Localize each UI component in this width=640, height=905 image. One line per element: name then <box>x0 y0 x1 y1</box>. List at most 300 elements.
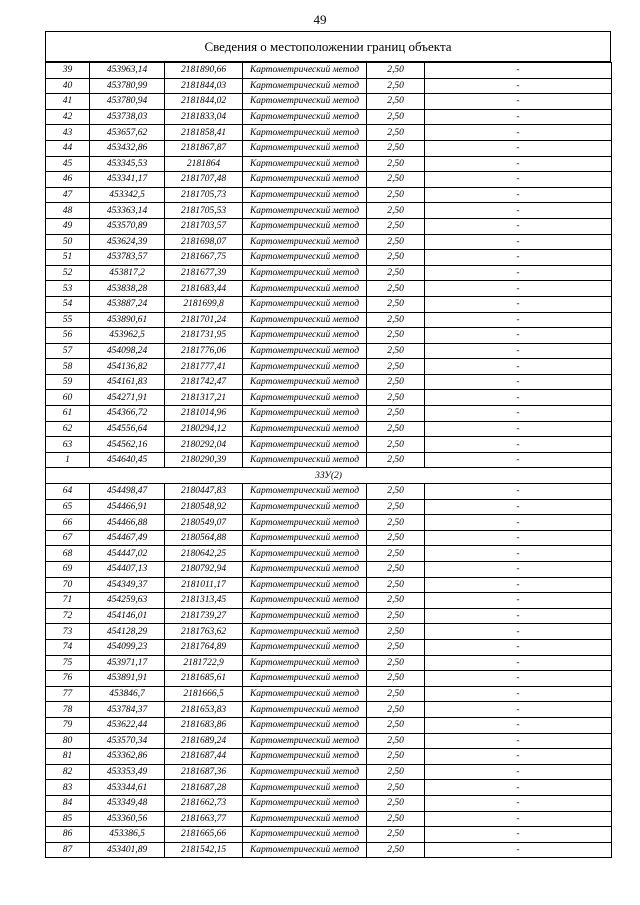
x-coordinate-cell: 453738,03 <box>90 109 165 125</box>
point-number-cell: 45 <box>46 156 90 172</box>
x-coordinate-cell: 454349,37 <box>90 577 165 593</box>
description-cell: - <box>425 63 612 79</box>
description-cell: - <box>425 764 612 780</box>
accuracy-cell: 2,50 <box>367 484 425 500</box>
point-number-cell: 85 <box>46 811 90 827</box>
point-number-cell: 43 <box>46 125 90 141</box>
point-number-cell: 78 <box>46 702 90 718</box>
method-cell: Картометрический метод <box>243 499 367 515</box>
point-number-cell: 47 <box>46 187 90 203</box>
method-cell: Картометрический метод <box>243 203 367 219</box>
point-number-cell: 79 <box>46 717 90 733</box>
method-cell: Картометрический метод <box>243 795 367 811</box>
description-cell: - <box>425 842 612 858</box>
accuracy-cell: 2,50 <box>367 187 425 203</box>
y-coordinate-cell: 2181663,77 <box>165 811 243 827</box>
description-cell: - <box>425 686 612 702</box>
y-coordinate-cell: 2181687,44 <box>165 749 243 765</box>
x-coordinate-cell: 453570,89 <box>90 218 165 234</box>
x-coordinate-cell: 453401,89 <box>90 842 165 858</box>
point-number-cell: 66 <box>46 515 90 531</box>
method-cell: Картометрический метод <box>243 608 367 624</box>
method-cell: Картометрический метод <box>243 811 367 827</box>
accuracy-cell: 2,50 <box>367 733 425 749</box>
y-coordinate-cell: 2181683,44 <box>165 281 243 297</box>
point-number-cell: 87 <box>46 842 90 858</box>
method-cell: Картометрический метод <box>243 717 367 733</box>
description-cell: - <box>425 281 612 297</box>
table-row <box>46 234 612 250</box>
description-cell: - <box>425 374 612 390</box>
description-cell: - <box>425 312 612 328</box>
description-cell: - <box>425 296 612 312</box>
accuracy-cell: 2,50 <box>367 359 425 375</box>
point-number-cell: 1 <box>46 452 90 468</box>
y-coordinate-cell: 2181698,07 <box>165 234 243 250</box>
accuracy-cell: 2,50 <box>367 390 425 406</box>
y-coordinate-cell: 2181011,17 <box>165 577 243 593</box>
method-cell: Картометрический метод <box>243 406 367 422</box>
x-coordinate-cell: 453887,24 <box>90 296 165 312</box>
description-cell: - <box>425 515 612 531</box>
table-row <box>46 577 612 593</box>
y-coordinate-cell: 2181833,04 <box>165 109 243 125</box>
description-cell: - <box>425 827 612 843</box>
section-label: 3ЗУ(2) <box>46 468 612 484</box>
method-cell: Картометрический метод <box>243 827 367 843</box>
table-row <box>46 250 612 266</box>
accuracy-cell: 2,50 <box>367 234 425 250</box>
table-row <box>46 421 612 437</box>
method-cell: Картометрический метод <box>243 312 367 328</box>
method-cell: Картометрический метод <box>243 452 367 468</box>
point-number-cell: 69 <box>46 562 90 578</box>
point-number-cell: 61 <box>46 406 90 422</box>
table-row <box>46 94 612 110</box>
description-cell: - <box>425 671 612 687</box>
x-coordinate-cell: 453432,86 <box>90 140 165 156</box>
accuracy-cell: 2,50 <box>367 702 425 718</box>
point-number-cell: 44 <box>46 140 90 156</box>
x-coordinate-cell: 454562,16 <box>90 437 165 453</box>
section-header-title: Сведения о местоположении границ объекта <box>45 31 611 62</box>
method-cell: Картометрический метод <box>243 484 367 500</box>
table-row <box>46 437 612 453</box>
description-cell: - <box>425 359 612 375</box>
point-number-cell: 74 <box>46 639 90 655</box>
method-cell: Картометрический метод <box>243 156 367 172</box>
y-coordinate-cell: 2180292,04 <box>165 437 243 453</box>
description-cell: - <box>425 218 612 234</box>
point-number-cell: 60 <box>46 390 90 406</box>
y-coordinate-cell: 2181890,66 <box>165 63 243 79</box>
point-number-cell: 64 <box>46 484 90 500</box>
description-cell: - <box>425 187 612 203</box>
description-cell: - <box>425 499 612 515</box>
point-number-cell: 76 <box>46 671 90 687</box>
x-coordinate-cell: 453890,61 <box>90 312 165 328</box>
method-cell: Картометрический метод <box>243 733 367 749</box>
accuracy-cell: 2,50 <box>367 842 425 858</box>
method-cell: Картометрический метод <box>243 78 367 94</box>
description-cell: - <box>425 328 612 344</box>
x-coordinate-cell: 454161,83 <box>90 374 165 390</box>
method-cell: Картометрический метод <box>243 671 367 687</box>
accuracy-cell: 2,50 <box>367 296 425 312</box>
table-row <box>46 156 612 172</box>
description-cell: - <box>425 749 612 765</box>
method-cell: Картометрический метод <box>243 686 367 702</box>
point-number-cell: 81 <box>46 749 90 765</box>
accuracy-cell: 2,50 <box>367 811 425 827</box>
x-coordinate-cell: 454099,23 <box>90 639 165 655</box>
accuracy-cell: 2,50 <box>367 749 425 765</box>
x-coordinate-cell: 453344,61 <box>90 780 165 796</box>
method-cell: Картометрический метод <box>243 624 367 640</box>
description-cell: - <box>425 577 612 593</box>
point-number-cell: 82 <box>46 764 90 780</box>
x-coordinate-cell: 453363,14 <box>90 203 165 219</box>
description-cell: - <box>425 562 612 578</box>
accuracy-cell: 2,50 <box>367 203 425 219</box>
y-coordinate-cell: 2181742,47 <box>165 374 243 390</box>
table-row <box>46 608 612 624</box>
description-cell: - <box>425 78 612 94</box>
description-cell: - <box>425 702 612 718</box>
table-row <box>46 265 612 281</box>
description-cell: - <box>425 780 612 796</box>
y-coordinate-cell: 2181701,24 <box>165 312 243 328</box>
method-cell: Картометрический метод <box>243 515 367 531</box>
method-cell: Картометрический метод <box>243 437 367 453</box>
table-row <box>46 795 612 811</box>
point-number-cell: 75 <box>46 655 90 671</box>
table-row <box>46 63 612 79</box>
description-cell: - <box>425 140 612 156</box>
point-number-cell: 68 <box>46 546 90 562</box>
x-coordinate-cell: 454467,49 <box>90 530 165 546</box>
point-number-cell: 65 <box>46 499 90 515</box>
description-cell: - <box>425 94 612 110</box>
y-coordinate-cell: 2181542,15 <box>165 842 243 858</box>
accuracy-cell: 2,50 <box>367 281 425 297</box>
point-number-cell: 46 <box>46 172 90 188</box>
table-row <box>46 187 612 203</box>
description-cell: - <box>425 484 612 500</box>
method-cell: Картометрический метод <box>243 218 367 234</box>
table-row <box>46 296 612 312</box>
point-number-cell: 55 <box>46 312 90 328</box>
y-coordinate-cell: 2181864 <box>165 156 243 172</box>
x-coordinate-cell: 454556,64 <box>90 421 165 437</box>
x-coordinate-cell: 453963,14 <box>90 63 165 79</box>
table-row <box>46 842 612 858</box>
description-cell: - <box>425 608 612 624</box>
x-coordinate-cell: 453360,56 <box>90 811 165 827</box>
accuracy-cell: 2,50 <box>367 437 425 453</box>
table-row <box>46 702 612 718</box>
point-number-cell: 52 <box>46 265 90 281</box>
description-cell: - <box>425 265 612 281</box>
accuracy-cell: 2,50 <box>367 328 425 344</box>
description-cell: - <box>425 203 612 219</box>
table-row <box>46 452 612 468</box>
accuracy-cell: 2,50 <box>367 577 425 593</box>
accuracy-cell: 2,50 <box>367 717 425 733</box>
y-coordinate-cell: 2181844,02 <box>165 94 243 110</box>
accuracy-cell: 2,50 <box>367 780 425 796</box>
x-coordinate-cell: 453780,94 <box>90 94 165 110</box>
point-number-cell: 77 <box>46 686 90 702</box>
method-cell: Картометрический метод <box>243 172 367 188</box>
x-coordinate-cell: 453838,28 <box>90 281 165 297</box>
x-coordinate-cell: 453780,99 <box>90 78 165 94</box>
description-cell: - <box>425 406 612 422</box>
method-cell: Картометрический метод <box>243 639 367 655</box>
boundary-coordinates-table <box>45 62 612 858</box>
method-cell: Картометрический метод <box>243 842 367 858</box>
accuracy-cell: 2,50 <box>367 562 425 578</box>
y-coordinate-cell: 2181722,9 <box>165 655 243 671</box>
y-coordinate-cell: 2181764,89 <box>165 639 243 655</box>
method-cell: Картометрический метод <box>243 593 367 609</box>
x-coordinate-cell: 453386,5 <box>90 827 165 843</box>
point-number-cell: 63 <box>46 437 90 453</box>
y-coordinate-cell: 2180294,12 <box>165 421 243 437</box>
table-row <box>46 484 612 500</box>
description-cell: - <box>425 390 612 406</box>
table-row <box>46 172 612 188</box>
y-coordinate-cell: 2181844,03 <box>165 78 243 94</box>
table-row <box>46 78 612 94</box>
y-coordinate-cell: 2181776,06 <box>165 343 243 359</box>
method-cell: Картометрический метод <box>243 530 367 546</box>
accuracy-cell: 2,50 <box>367 343 425 359</box>
description-cell: - <box>425 343 612 359</box>
point-number-cell: 56 <box>46 328 90 344</box>
accuracy-cell: 2,50 <box>367 421 425 437</box>
description-cell: - <box>425 795 612 811</box>
y-coordinate-cell: 2180792,94 <box>165 562 243 578</box>
description-cell: - <box>425 250 612 266</box>
point-number-cell: 70 <box>46 577 90 593</box>
point-number-cell: 51 <box>46 250 90 266</box>
method-cell: Картометрический метод <box>243 265 367 281</box>
y-coordinate-cell: 2181703,57 <box>165 218 243 234</box>
x-coordinate-cell: 453353,49 <box>90 764 165 780</box>
table-row <box>46 655 612 671</box>
accuracy-cell: 2,50 <box>367 94 425 110</box>
table-row <box>46 780 612 796</box>
method-cell: Картометрический метод <box>243 343 367 359</box>
x-coordinate-cell: 453345,53 <box>90 156 165 172</box>
table-row <box>46 515 612 531</box>
description-cell: - <box>425 546 612 562</box>
description-cell: - <box>425 109 612 125</box>
section-row <box>46 468 612 484</box>
method-cell: Картометрический метод <box>243 421 367 437</box>
y-coordinate-cell: 2181665,66 <box>165 827 243 843</box>
y-coordinate-cell: 2180642,25 <box>165 546 243 562</box>
description-cell: - <box>425 811 612 827</box>
method-cell: Картометрический метод <box>243 94 367 110</box>
y-coordinate-cell: 2181687,28 <box>165 780 243 796</box>
table-row <box>46 717 612 733</box>
point-number-cell: 42 <box>46 109 90 125</box>
point-number-cell: 48 <box>46 203 90 219</box>
x-coordinate-cell: 453349,48 <box>90 795 165 811</box>
description-cell: - <box>425 234 612 250</box>
x-coordinate-cell: 454407,13 <box>90 562 165 578</box>
point-number-cell: 59 <box>46 374 90 390</box>
accuracy-cell: 2,50 <box>367 125 425 141</box>
table-row <box>46 312 612 328</box>
method-cell: Картометрический метод <box>243 234 367 250</box>
method-cell: Картометрический метод <box>243 359 367 375</box>
method-cell: Картометрический метод <box>243 63 367 79</box>
accuracy-cell: 2,50 <box>367 78 425 94</box>
point-number-cell: 39 <box>46 63 90 79</box>
y-coordinate-cell: 2181739,27 <box>165 608 243 624</box>
table-row <box>46 109 612 125</box>
y-coordinate-cell: 2181313,45 <box>165 593 243 609</box>
y-coordinate-cell: 2181014,96 <box>165 406 243 422</box>
table-row <box>46 218 612 234</box>
y-coordinate-cell: 2181777,41 <box>165 359 243 375</box>
accuracy-cell: 2,50 <box>367 639 425 655</box>
point-number-cell: 54 <box>46 296 90 312</box>
x-coordinate-cell: 454136,82 <box>90 359 165 375</box>
table-row <box>46 671 612 687</box>
accuracy-cell: 2,50 <box>367 218 425 234</box>
x-coordinate-cell: 453624,39 <box>90 234 165 250</box>
table-row <box>46 562 612 578</box>
x-coordinate-cell: 453784,37 <box>90 702 165 718</box>
y-coordinate-cell: 2180548,92 <box>165 499 243 515</box>
y-coordinate-cell: 2181867,87 <box>165 140 243 156</box>
y-coordinate-cell: 2181677,39 <box>165 265 243 281</box>
accuracy-cell: 2,50 <box>367 499 425 515</box>
y-coordinate-cell: 2181705,53 <box>165 203 243 219</box>
x-coordinate-cell: 453341,17 <box>90 172 165 188</box>
x-coordinate-cell: 454098,24 <box>90 343 165 359</box>
accuracy-cell: 2,50 <box>367 63 425 79</box>
method-cell: Картометрический метод <box>243 281 367 297</box>
method-cell: Картометрический метод <box>243 702 367 718</box>
accuracy-cell: 2,50 <box>367 156 425 172</box>
x-coordinate-cell: 454146,01 <box>90 608 165 624</box>
y-coordinate-cell: 2181699,8 <box>165 296 243 312</box>
x-coordinate-cell: 453891,91 <box>90 671 165 687</box>
method-cell: Картометрический метод <box>243 780 367 796</box>
accuracy-cell: 2,50 <box>367 608 425 624</box>
y-coordinate-cell: 2181666,5 <box>165 686 243 702</box>
x-coordinate-cell: 453362,86 <box>90 749 165 765</box>
table-row <box>46 639 612 655</box>
x-coordinate-cell: 453570,34 <box>90 733 165 749</box>
method-cell: Картометрический метод <box>243 577 367 593</box>
y-coordinate-cell: 2181707,48 <box>165 172 243 188</box>
description-cell: - <box>425 717 612 733</box>
method-cell: Картометрический метод <box>243 125 367 141</box>
method-cell: Картометрический метод <box>243 328 367 344</box>
y-coordinate-cell: 2181667,75 <box>165 250 243 266</box>
method-cell: Картометрический метод <box>243 390 367 406</box>
point-number-cell: 71 <box>46 593 90 609</box>
accuracy-cell: 2,50 <box>367 172 425 188</box>
y-coordinate-cell: 2181653,83 <box>165 702 243 718</box>
table-row <box>46 359 612 375</box>
table-row <box>46 530 612 546</box>
accuracy-cell: 2,50 <box>367 530 425 546</box>
accuracy-cell: 2,50 <box>367 593 425 609</box>
point-number-cell: 84 <box>46 795 90 811</box>
table-row <box>46 733 612 749</box>
y-coordinate-cell: 2181685,61 <box>165 671 243 687</box>
point-number-cell: 50 <box>46 234 90 250</box>
table-row <box>46 593 612 609</box>
method-cell: Картометрический метод <box>243 250 367 266</box>
method-cell: Картометрический метод <box>243 140 367 156</box>
accuracy-cell: 2,50 <box>367 764 425 780</box>
point-number-cell: 49 <box>46 218 90 234</box>
accuracy-cell: 2,50 <box>367 406 425 422</box>
accuracy-cell: 2,50 <box>367 515 425 531</box>
y-coordinate-cell: 2180549,07 <box>165 515 243 531</box>
point-number-cell: 86 <box>46 827 90 843</box>
accuracy-cell: 2,50 <box>367 250 425 266</box>
accuracy-cell: 2,50 <box>367 452 425 468</box>
x-coordinate-cell: 454640,45 <box>90 452 165 468</box>
y-coordinate-cell: 2180447,83 <box>165 484 243 500</box>
table-row <box>46 546 612 562</box>
y-coordinate-cell: 2181858,41 <box>165 125 243 141</box>
method-cell: Картометрический метод <box>243 655 367 671</box>
table-row <box>46 811 612 827</box>
accuracy-cell: 2,50 <box>367 265 425 281</box>
y-coordinate-cell: 2181763,62 <box>165 624 243 640</box>
table-row <box>46 203 612 219</box>
y-coordinate-cell: 2181662,73 <box>165 795 243 811</box>
y-coordinate-cell: 2180290,39 <box>165 452 243 468</box>
description-cell: - <box>425 156 612 172</box>
method-cell: Картометрический метод <box>243 374 367 390</box>
point-number-cell: 58 <box>46 359 90 375</box>
accuracy-cell: 2,50 <box>367 140 425 156</box>
description-cell: - <box>425 437 612 453</box>
y-coordinate-cell: 2181683,86 <box>165 717 243 733</box>
table-row <box>46 764 612 780</box>
method-cell: Картометрический метод <box>243 749 367 765</box>
x-coordinate-cell: 454259,63 <box>90 593 165 609</box>
table-row <box>46 374 612 390</box>
point-number-cell: 72 <box>46 608 90 624</box>
x-coordinate-cell: 453846,7 <box>90 686 165 702</box>
method-cell: Картометрический метод <box>243 764 367 780</box>
accuracy-cell: 2,50 <box>367 312 425 328</box>
table-row <box>46 499 612 515</box>
page-number: 49 <box>313 12 327 27</box>
x-coordinate-cell: 454466,91 <box>90 499 165 515</box>
point-number-cell: 62 <box>46 421 90 437</box>
description-cell: - <box>425 421 612 437</box>
x-coordinate-cell: 453622,44 <box>90 717 165 733</box>
description-cell: - <box>425 530 612 546</box>
x-coordinate-cell: 453817,2 <box>90 265 165 281</box>
table-row <box>46 406 612 422</box>
y-coordinate-cell: 2181317,21 <box>165 390 243 406</box>
x-coordinate-cell: 453657,62 <box>90 125 165 141</box>
